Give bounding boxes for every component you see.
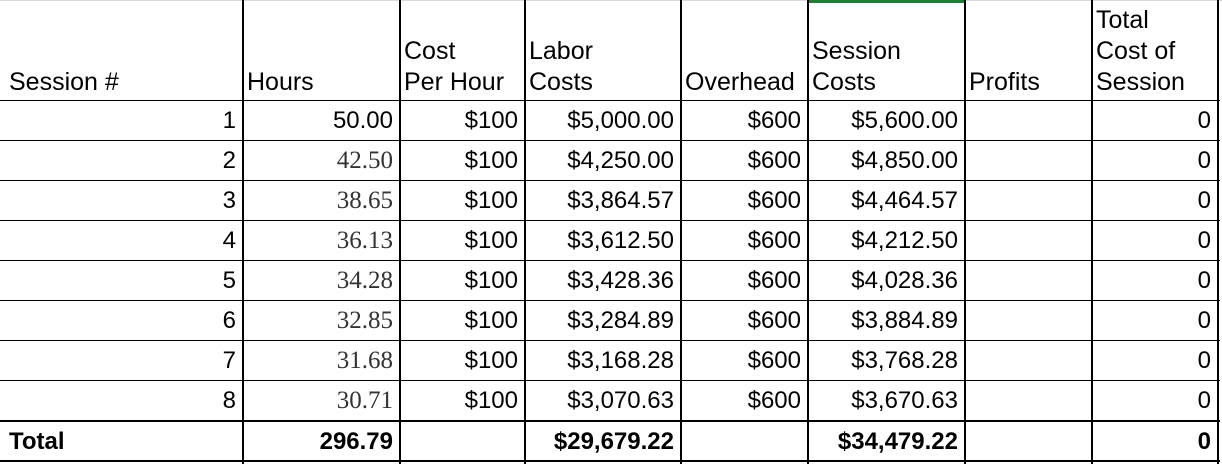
cell-cost-per-hour[interactable]: $100 [464,187,518,214]
cell-overhead[interactable]: $600 [747,187,801,214]
cell-session-costs[interactable]: $5,600.00 [851,107,958,134]
total-hours[interactable]: 296.79 [319,428,393,455]
cell-total-cost[interactable]: 0 [1197,307,1211,334]
header-label-line: Profits [969,68,1040,96]
cell-total-cost[interactable]: 0 [1197,347,1211,374]
header-overhead[interactable] [682,0,807,100]
cell-total-cost[interactable]: 0 [1197,387,1211,414]
cell-hours[interactable]: 31.68 [336,347,393,374]
cell-labor-costs[interactable]: $4,250.00 [567,147,674,174]
cell-overhead[interactable]: $600 [747,227,801,254]
header-profits[interactable] [966,0,1091,100]
cell-overhead[interactable]: $600 [747,307,801,334]
header-label-line: Cost [404,37,456,65]
cell-labor-costs[interactable]: $3,864.57 [567,187,674,214]
cell-profits[interactable] [966,341,1091,381]
cell-cost-per-hour[interactable]: $100 [464,227,518,254]
header-label-line: Session [1096,68,1185,96]
cell-cost-per-hour[interactable]: $100 [464,147,518,174]
cell-hours[interactable]: 32.85 [336,307,393,334]
header-labor-costs[interactable] [526,0,680,100]
cell-overhead[interactable]: $600 [747,387,801,414]
cell-session-costs[interactable]: $4,850.00 [851,147,958,174]
cell-session-costs[interactable]: $3,670.63 [851,387,958,414]
cell-profits[interactable] [966,261,1091,301]
cell-cost-per-hour[interactable]: $100 [464,347,518,374]
total-session-costs[interactable]: $34,479.22 [837,428,958,455]
cell-overhead[interactable]: $600 [747,267,801,294]
header-label-line: Costs [812,68,876,96]
cell-hours[interactable]: 36.13 [336,227,393,254]
cell-profits[interactable] [966,181,1091,221]
cell-hours[interactable]: 34.28 [336,267,393,294]
cell-session-costs[interactable]: $4,464.57 [851,187,958,214]
cell-cost-per-hour[interactable]: $100 [464,267,518,294]
cell-session-number[interactable]: 1 [222,107,236,134]
cell-hours[interactable]: 42.50 [336,147,393,174]
cell-overhead[interactable]: $600 [747,347,801,374]
cell-overhead[interactable]: $600 [747,147,801,174]
cell-profits[interactable] [966,221,1091,261]
cell-cost-per-hour[interactable]: $100 [464,107,518,134]
header-label-line: Per Hour [404,68,505,96]
column-border [1217,0,1219,464]
cell-session-number[interactable]: 6 [222,307,236,334]
header-label-line: Cost of [1096,37,1176,65]
cell-total-cost[interactable]: 0 [1197,147,1211,174]
header-label-line: Costs [529,68,593,96]
cell-total-cost[interactable]: 0 [1197,107,1211,134]
cell-session-costs[interactable]: $3,884.89 [851,307,958,334]
cell-hours[interactable]: 38.65 [336,187,393,214]
cell-overhead[interactable]: $600 [747,107,801,134]
total-labor-costs[interactable]: $29,679.22 [553,428,674,455]
cell-profits[interactable] [966,301,1091,341]
cell-session-number[interactable]: 5 [222,267,236,294]
cell-profits[interactable] [966,101,1091,141]
cell-total-cost[interactable]: 0 [1197,187,1211,214]
cell-session-number[interactable]: 8 [222,387,236,414]
header-cost-per-hour[interactable] [401,0,524,100]
total-label[interactable]: Total [9,428,65,455]
header-label-line: Labor [529,37,593,65]
cell-cost-per-hour[interactable]: $100 [464,307,518,334]
cell-labor-costs[interactable]: $3,070.63 [567,387,674,414]
cell-hours[interactable]: 30.71 [336,387,393,414]
cell-cost-per-hour[interactable]: $100 [464,387,518,414]
cell-session-number[interactable]: 4 [222,227,236,254]
cell-session-number[interactable]: 2 [222,147,236,174]
header-session-costs[interactable] [809,0,964,100]
header-session-number[interactable] [1,0,242,100]
cell-total-cost[interactable]: 0 [1197,267,1211,294]
header-label-line: Overhead [685,68,795,96]
cell-session-costs[interactable]: $4,028.36 [851,267,958,294]
header-total-cost-of-session[interactable] [1093,0,1217,100]
cell-session-costs[interactable]: $4,212.50 [851,227,958,254]
cell-labor-costs[interactable]: $3,428.36 [567,267,674,294]
header-hours[interactable] [244,0,399,100]
cell-session-number[interactable]: 7 [222,347,236,374]
cell-session-costs[interactable]: $3,768.28 [851,347,958,374]
cell-profits[interactable] [966,381,1091,421]
header-label-line: Session # [9,68,119,96]
header-label-line: Total [1096,6,1149,34]
cell-labor-costs[interactable]: $3,612.50 [567,227,674,254]
cell-profits[interactable] [966,141,1091,181]
cell-total-cost[interactable]: 0 [1197,227,1211,254]
cell-session-number[interactable]: 3 [222,187,236,214]
header-label-line: Hours [247,68,314,96]
cell-labor-costs[interactable]: $5,000.00 [567,107,674,134]
total-cost-of-session[interactable]: 0 [1197,428,1211,455]
cell-labor-costs[interactable]: $3,168.28 [567,347,674,374]
header-label-line: Session [812,37,901,65]
cell-labor-costs[interactable]: $3,284.89 [567,307,674,334]
cell-hours[interactable]: 50.00 [332,107,393,134]
